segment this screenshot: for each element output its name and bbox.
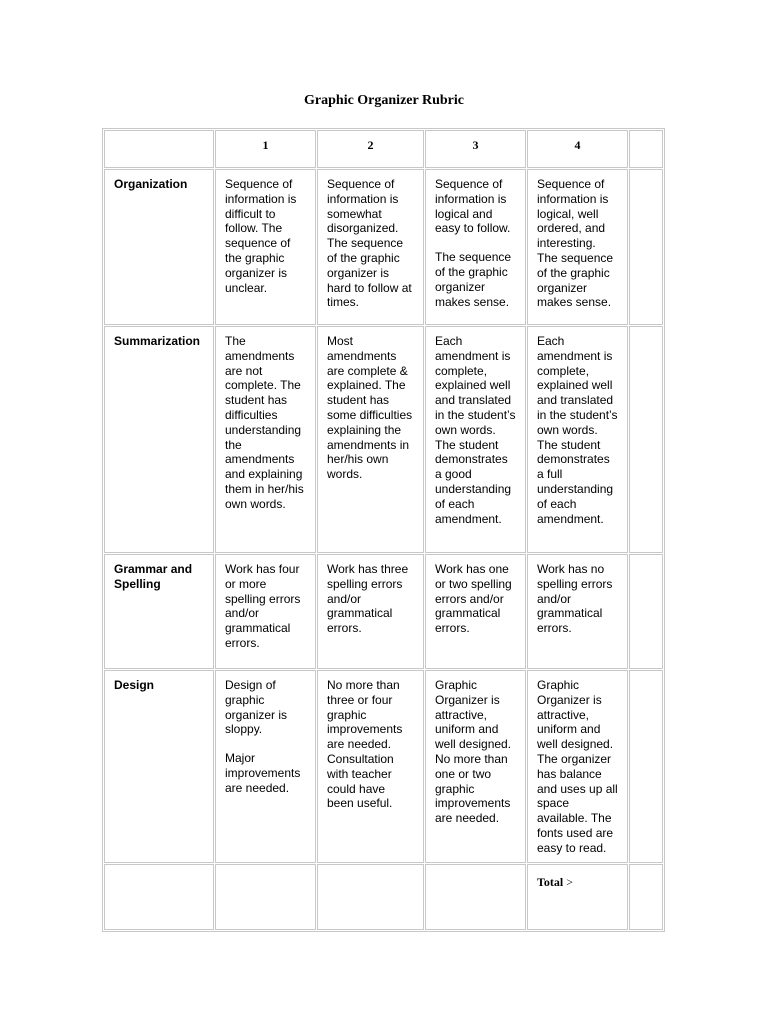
cell-text: No more than three or four graphic improvements are needed. Consultation with teacher could have been useful. [327,678,403,811]
empty-cell [629,169,663,325]
rubric-row [104,326,663,553]
cell-text: Graphic Organizer is attractive, uniform and well designed. The organizer has balance and uses up all space available. The fonts used are easy to read. [537,678,618,855]
rubric-cell [425,169,526,325]
rubric-cell [425,554,526,669]
header-row [104,130,663,168]
cell-text: Graphic Organizer is attractive, uniform and well designed. No more than one or two graphic improvements are needed. [435,678,512,826]
header-cell: 4 [527,130,628,168]
cell-text: Major improvements are needed. [225,751,301,795]
rubric-row [104,554,663,669]
empty-cell [629,326,663,553]
rubric-cell [317,169,424,325]
rubric-table [102,128,665,932]
cell-text: Each amendment is complete, explained well and translated in the student’s own words. The student demonstrates a good understanding of each amendment. [435,334,516,526]
cell-text: Sequence of information is difficult to follow. The sequence of the graphic organizer is unclear. [225,177,297,295]
cell-text: The sequence of the graphic organizer makes sense. [435,250,512,309]
cell-text: Sequence of information is logical, well ordered, and interesting. The sequence of the graphic organizer makes sense. [537,177,614,310]
cell-text: Design of graphic organizer is sloppy. [225,678,288,737]
criterion-label: Design [104,670,214,863]
header-cell [104,130,214,168]
empty-cell [629,670,663,863]
rubric-cell [425,326,526,553]
total-cell [527,864,628,930]
empty-cell [215,864,316,930]
cell-text: Sequence of information is logical and easy to follow. [435,177,511,236]
rubric-cell [215,670,316,863]
rubric-cell [215,554,316,669]
cell-text: Most amendments are complete & explained. The student has some difficulties explaining the amendments in her/his own words. [327,334,413,482]
criterion-label: Organization [104,169,214,325]
header-cell: 1 [215,130,316,168]
cell-text: The amendments are not complete. The student has difficulties understanding the amendments and explaining them in her/his own words. [225,334,304,511]
header-cell [629,130,663,168]
rubric-row [104,670,663,863]
cell-text: Work has four or more spelling errors and/or grammatical errors. [225,562,301,650]
header-cell: 3 [425,130,526,168]
empty-cell [629,864,663,930]
empty-cell [104,864,214,930]
total-row [104,864,663,930]
empty-cell [425,864,526,930]
rubric-cell [527,670,628,863]
empty-cell [629,554,663,669]
rubric-title: Graphic Organizer Rubric [304,93,464,108]
cell-text: Each amendment is complete, explained well and translated in the student’s own words. The student demonstrates a full understanding of each amendment. [537,334,618,526]
empty-cell [317,864,424,930]
rubric-cell [527,554,628,669]
rubric-cell [215,326,316,553]
criterion-label: Grammar and Spelling [104,554,214,669]
cell-text: Sequence of information is somewhat disorganized. The sequence of the graphic organizer is hard to follow at times. [327,177,412,310]
total-label [537,875,618,890]
rubric-cell [425,670,526,863]
rubric-cell [317,326,424,553]
cell-text: Work has one or two spelling errors and/or grammatical errors. [435,562,512,636]
criterion-label: Summarization [104,326,214,553]
rubric-cell [215,169,316,325]
cell-text: Work has three spelling errors and/or grammatical errors. [327,562,409,636]
rubric-row [104,169,663,325]
total-label-bold: Total [537,874,564,889]
total-label-arrow: > [563,874,574,889]
rubric-cell [527,326,628,553]
rubric-cell [317,554,424,669]
rubric-cell [317,670,424,863]
cell-text: Work has no spelling errors and/or grammatical errors. [537,562,613,636]
rubric-cell [527,169,628,325]
header-cell: 2 [317,130,424,168]
